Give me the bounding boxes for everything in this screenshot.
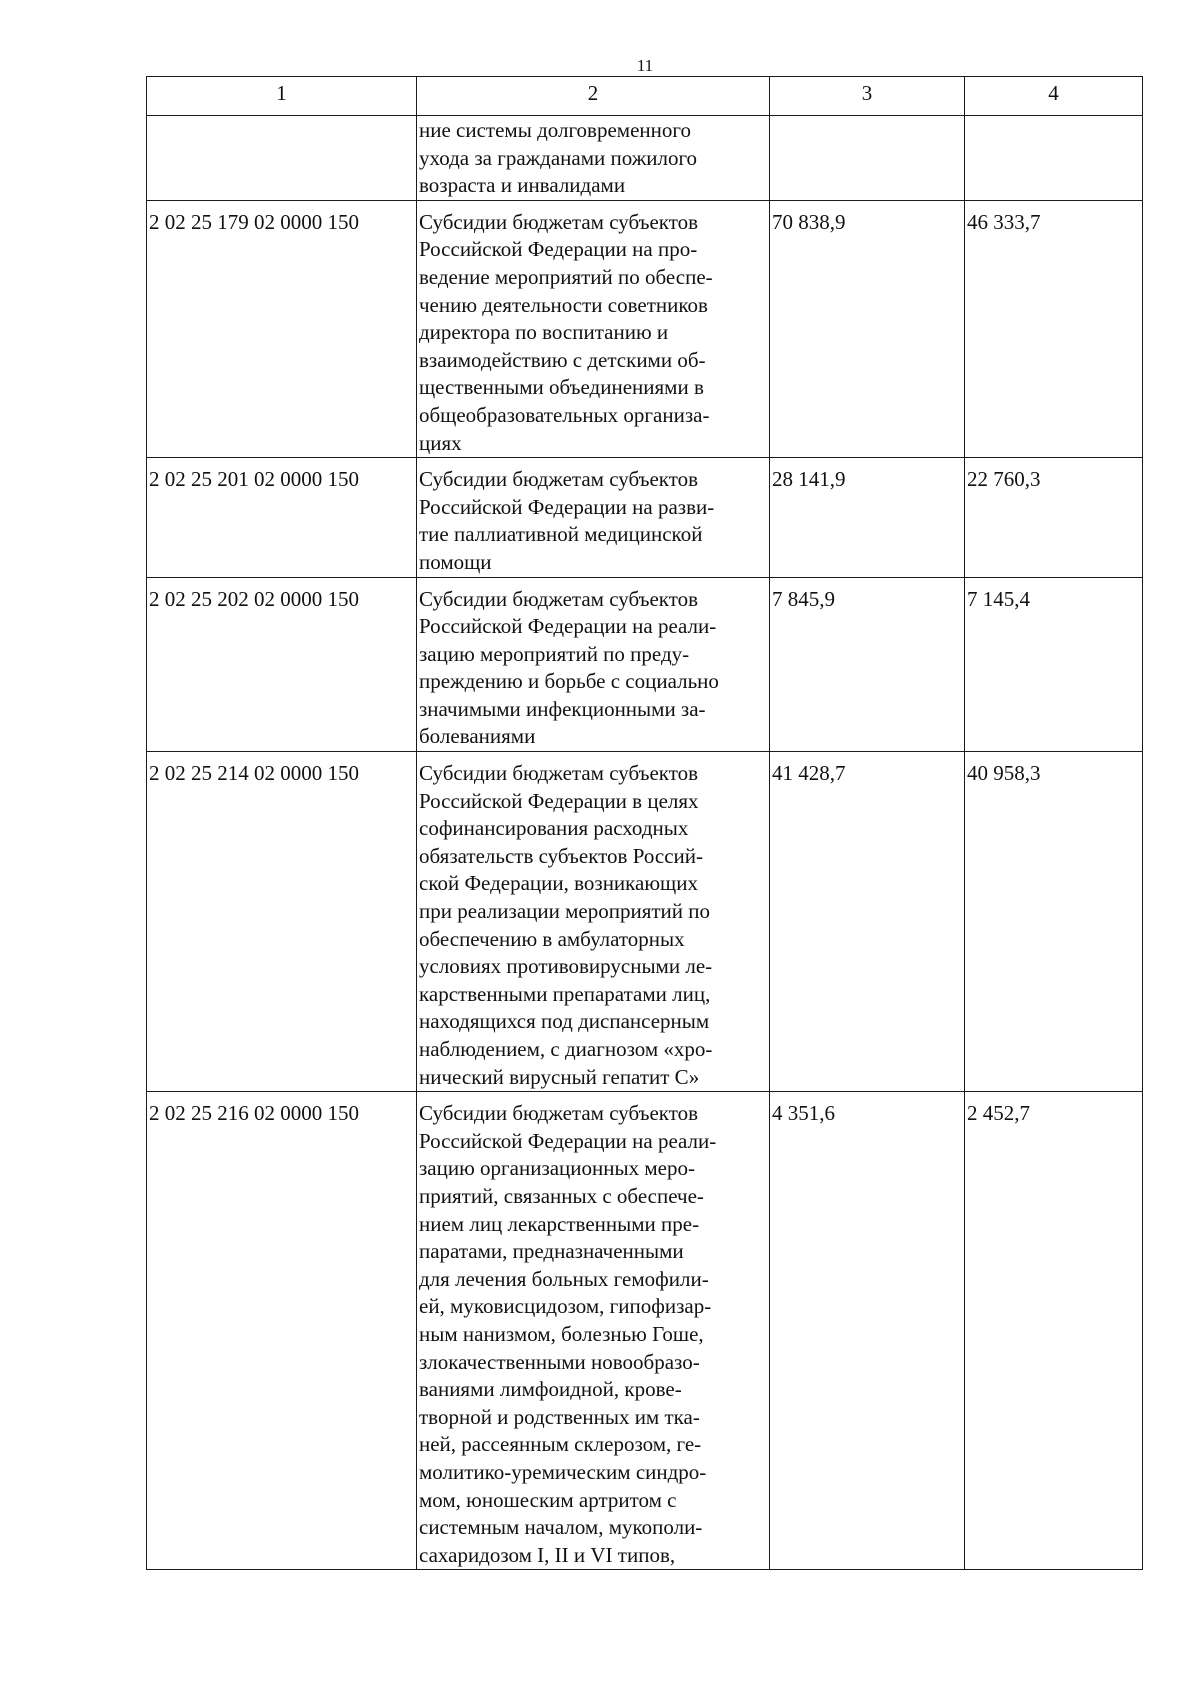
table-row xyxy=(147,200,1143,457)
description-line: Субсидии бюджетам субъектов xyxy=(419,761,699,786)
description-cell xyxy=(417,116,770,201)
table-header-row xyxy=(147,77,1143,116)
description-line: Российской Федерации в целях xyxy=(419,788,699,813)
description-line: ние системы долговременного xyxy=(419,118,691,142)
description-line: Субсидии бюджетам субъектов xyxy=(419,1101,699,1126)
description-line: преждению и борьбе с социально xyxy=(419,669,719,694)
amount-col4-cell: 22 760,3 xyxy=(965,458,1143,577)
description-cell xyxy=(417,200,770,457)
description-line: нием лиц лекарственными пре- xyxy=(419,1211,700,1236)
description-line: взаимодействию с детскими об- xyxy=(419,347,706,372)
description-line: обеспечению в амбулаторных xyxy=(419,926,685,951)
description-cell xyxy=(417,752,770,1092)
budget-code-cell: 2 02 25 214 02 0000 150 xyxy=(147,752,417,1092)
description-line: паратами, предназначенными xyxy=(419,1239,684,1264)
description-line: наблюдением, с диагнозом «хро- xyxy=(419,1037,713,1061)
description-line: зацию мероприятий по преду- xyxy=(419,641,690,666)
description-line: софинансирования расходных xyxy=(419,816,689,841)
table-row xyxy=(147,116,1143,201)
description-line: для лечения больных гемофили- xyxy=(419,1266,709,1291)
amount-col3-cell xyxy=(770,116,965,201)
description-line: обязательств субъектов Россий- xyxy=(419,843,704,868)
column-header-1: 1 xyxy=(147,77,417,116)
description-line: карственными препаратами лиц, xyxy=(419,981,711,1006)
description-line: ской Федерации, возникающих xyxy=(419,871,698,896)
amount-col4-cell xyxy=(965,116,1143,201)
amount-col3-cell: 28 141,9 xyxy=(770,458,965,577)
description-line: ухода за гражданами пожилого xyxy=(419,145,698,170)
description-cell xyxy=(417,1092,770,1570)
description-line: нический вирусный гепатит С» xyxy=(419,1064,700,1089)
budget-code-cell xyxy=(147,116,417,201)
column-header-2: 2 xyxy=(417,77,770,116)
description-line: ней, рассеянным склерозом, ге- xyxy=(419,1432,702,1457)
table-row xyxy=(147,458,1143,577)
description-line: зацию организационных меро- xyxy=(419,1156,695,1181)
description-line: Субсидии бюджетам субъектов xyxy=(419,209,699,234)
budget-code-cell: 2 02 25 201 02 0000 150 xyxy=(147,458,417,577)
description-line: мом, юношеским артритом с xyxy=(419,1487,677,1512)
description-line: злокачественными новообразо- xyxy=(419,1349,700,1374)
description-line: Российской Федерации на реали- xyxy=(419,1128,717,1153)
description-line: Российской Федерации на про- xyxy=(419,237,698,262)
description-line: значимыми инфекционными за- xyxy=(419,696,706,721)
description-line: тие паллиативной медицинской xyxy=(419,522,703,547)
table-row xyxy=(147,577,1143,752)
table-body xyxy=(147,77,1143,1570)
description-line: циях xyxy=(419,430,462,455)
description-line: творной и родственных им тка- xyxy=(419,1404,700,1429)
description-line: помощи xyxy=(419,549,492,574)
amount-col3-cell: 41 428,7 xyxy=(770,752,965,1092)
budget-code-cell: 2 02 25 216 02 0000 150 xyxy=(147,1092,417,1570)
amount-col3-cell: 7 845,9 xyxy=(770,577,965,752)
amount-col3-cell: 70 838,9 xyxy=(770,200,965,457)
column-header-4: 4 xyxy=(965,77,1143,116)
description-line: Субсидии бюджетам субъектов xyxy=(419,467,699,492)
page-number: 11 xyxy=(636,56,654,75)
description-line: системным началом, мукополи- xyxy=(419,1515,703,1540)
description-line: ваниями лимфоидной, крове- xyxy=(419,1377,682,1402)
column-header-3: 3 xyxy=(770,77,965,116)
description-line: общеобразовательных организа- xyxy=(419,402,710,427)
description-line: молитико-уремическим синдро- xyxy=(419,1459,707,1484)
amount-col3-cell: 4 351,6 xyxy=(770,1092,965,1570)
description-line: возраста и инвалидами xyxy=(419,173,626,198)
description-cell xyxy=(417,577,770,752)
amount-col4-cell: 2 452,7 xyxy=(965,1092,1143,1570)
description-line: Российской Федерации на реали- xyxy=(419,614,717,639)
amount-col4-cell: 7 145,4 xyxy=(965,577,1143,752)
description-line: щественными объединениями в xyxy=(419,375,704,400)
description-line: директора по воспитанию и xyxy=(419,320,669,345)
description-line: приятий, связанных с обеспече- xyxy=(419,1183,704,1208)
description-line: Субсидии бюджетам субъектов xyxy=(419,586,699,611)
table-row xyxy=(147,1092,1143,1570)
budget-code-cell: 2 02 25 202 02 0000 150 xyxy=(147,577,417,752)
description-cell xyxy=(417,458,770,577)
description-line: при реализации мероприятий по xyxy=(419,899,710,924)
amount-col4-cell: 46 333,7 xyxy=(965,200,1143,457)
description-line: ей, муковисцидозом, гипофизар- xyxy=(419,1294,712,1319)
description-line: ным нанизмом, болезнью Гоше, xyxy=(419,1321,704,1346)
budget-code-cell: 2 02 25 179 02 0000 150 xyxy=(147,200,417,457)
description-line: условиях противовирусными ле- xyxy=(419,954,713,979)
description-line: находящихся под диспансерным xyxy=(419,1009,710,1034)
description-line: Российской Федерации на разви- xyxy=(419,494,715,519)
description-line: чению деятельности советников xyxy=(419,292,708,317)
description-line: ведение мероприятий по обеспе- xyxy=(419,264,713,289)
description-line: болеваниями xyxy=(419,724,536,749)
table-row xyxy=(147,752,1143,1092)
amount-col4-cell: 40 958,3 xyxy=(965,752,1143,1092)
description-line: сахаридозом I, II и VI типов, xyxy=(419,1542,676,1567)
budget-table xyxy=(146,76,1143,1570)
